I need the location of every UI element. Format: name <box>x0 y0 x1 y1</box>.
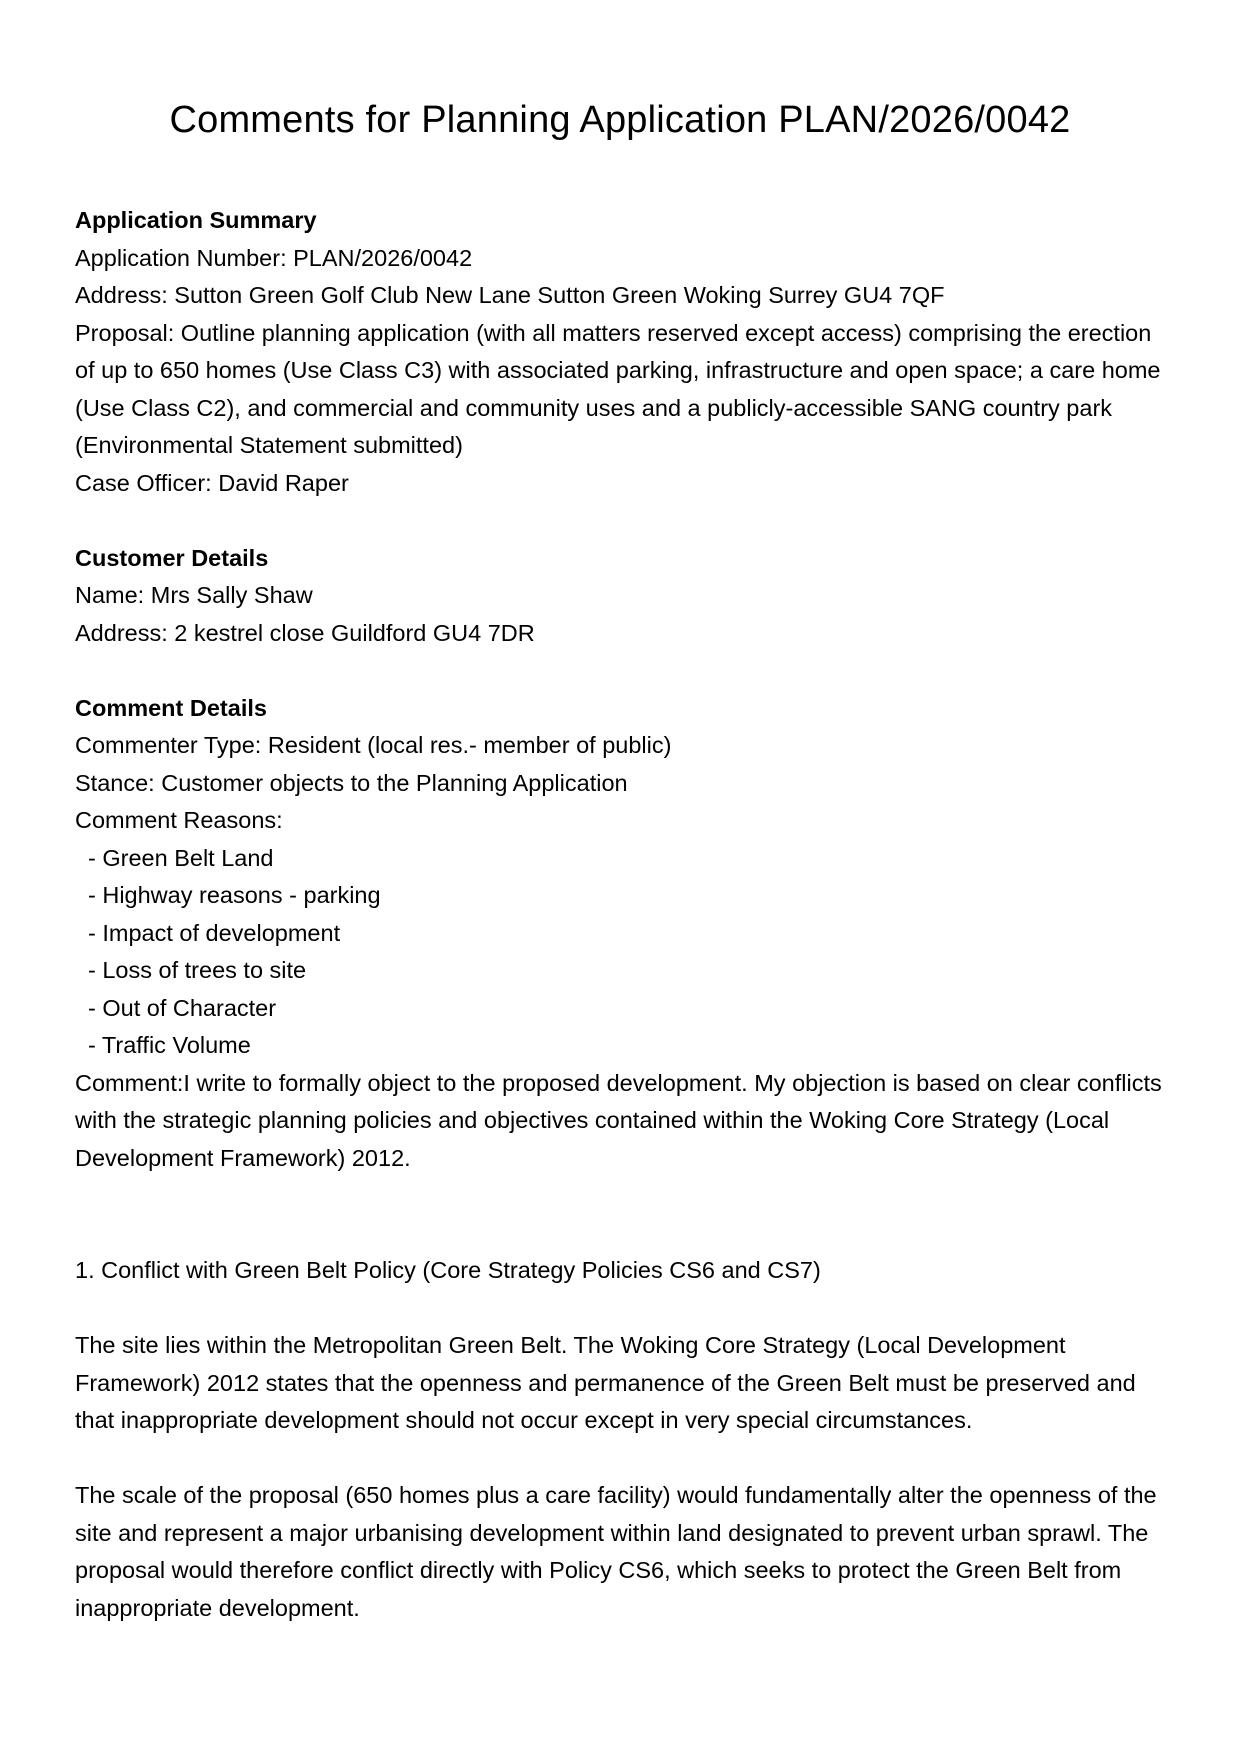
page-title: Comments for Planning Application PLAN/2026/0042 <box>169 99 1071 141</box>
comment-details-section <box>75 690 1165 1628</box>
comment-reason-item: - Impact of development <box>88 919 341 946</box>
comment-reason-item: - Loss of trees to site <box>88 957 307 983</box>
application-proposal: Proposal: Outline planning application (with all matters reserved except access) comprising the erection of up to 650 homes (Use Class C3) with associated parking, infrastructure and open space; a care home (Use Class C2), and commercial and community uses and a publicly-accessible SANG country park (Environmental Statement submitted) <box>75 319 1161 458</box>
comment-details-heading: Comment Details <box>75 694 267 721</box>
case-officer: Case Officer: David Raper <box>75 469 349 496</box>
comment-point-heading: 1. Conflict with Green Belt Policy (Core Strategy Policies CS6 and CS7) <box>75 1257 821 1283</box>
customer-name: Name: Mrs Sally Shaw <box>75 582 313 608</box>
customer-details-heading: Customer Details <box>75 544 269 571</box>
commenter-type: Commenter Type: Resident (local res.- member of public) <box>75 732 672 758</box>
comment-stance: Stance: Customer objects to the Planning Application <box>75 769 628 796</box>
customer-address: Address: 2 kestrel close Guildford GU4 7DR <box>75 619 535 646</box>
comment-paragraph: The scale of the proposal (650 homes plus a care facility) would fundamentally alter the openness of the site and represent a major urbanising development within land designated to prevent urban sprawl. The proposal would therefore conflict directly with Policy CS6, which seeks to protect the Green Belt from inappropriate development. <box>75 1482 1157 1621</box>
comment-paragraph: The site lies within the Metropolitan Green Belt. The Woking Core Strategy (Local Development Framework) 2012 states that the openness and permanence of the Green Belt must be preserved and that inappropriate development should not occur except in very special circumstances. <box>75 1332 1136 1433</box>
comment-body-intro: Comment:I write to formally object to the proposed development. My objection is based on clear conflicts with the strategic planning policies and objectives contained within the Woking Core Strategy (Local Development Framework) 2012. <box>75 1069 1162 1171</box>
application-summary-heading: Application Summary <box>75 207 317 233</box>
comment-reasons-label: Comment Reasons: <box>75 807 283 833</box>
comment-reason-item: - Green Belt Land <box>88 844 274 871</box>
comment-reason-item: - Highway reasons - parking <box>88 882 381 908</box>
application-number: Application Number: PLAN/2026/0042 <box>75 244 473 271</box>
application-address: Address: Sutton Green Golf Club New Lane Sutton Green Woking Surrey GU4 7QF <box>75 282 945 308</box>
application-summary-section <box>75 202 1165 502</box>
comment-reason-item: - Out of Character <box>88 994 277 1021</box>
customer-details-section <box>75 540 1165 653</box>
comment-reason-item: - Traffic Volume <box>88 1032 251 1058</box>
